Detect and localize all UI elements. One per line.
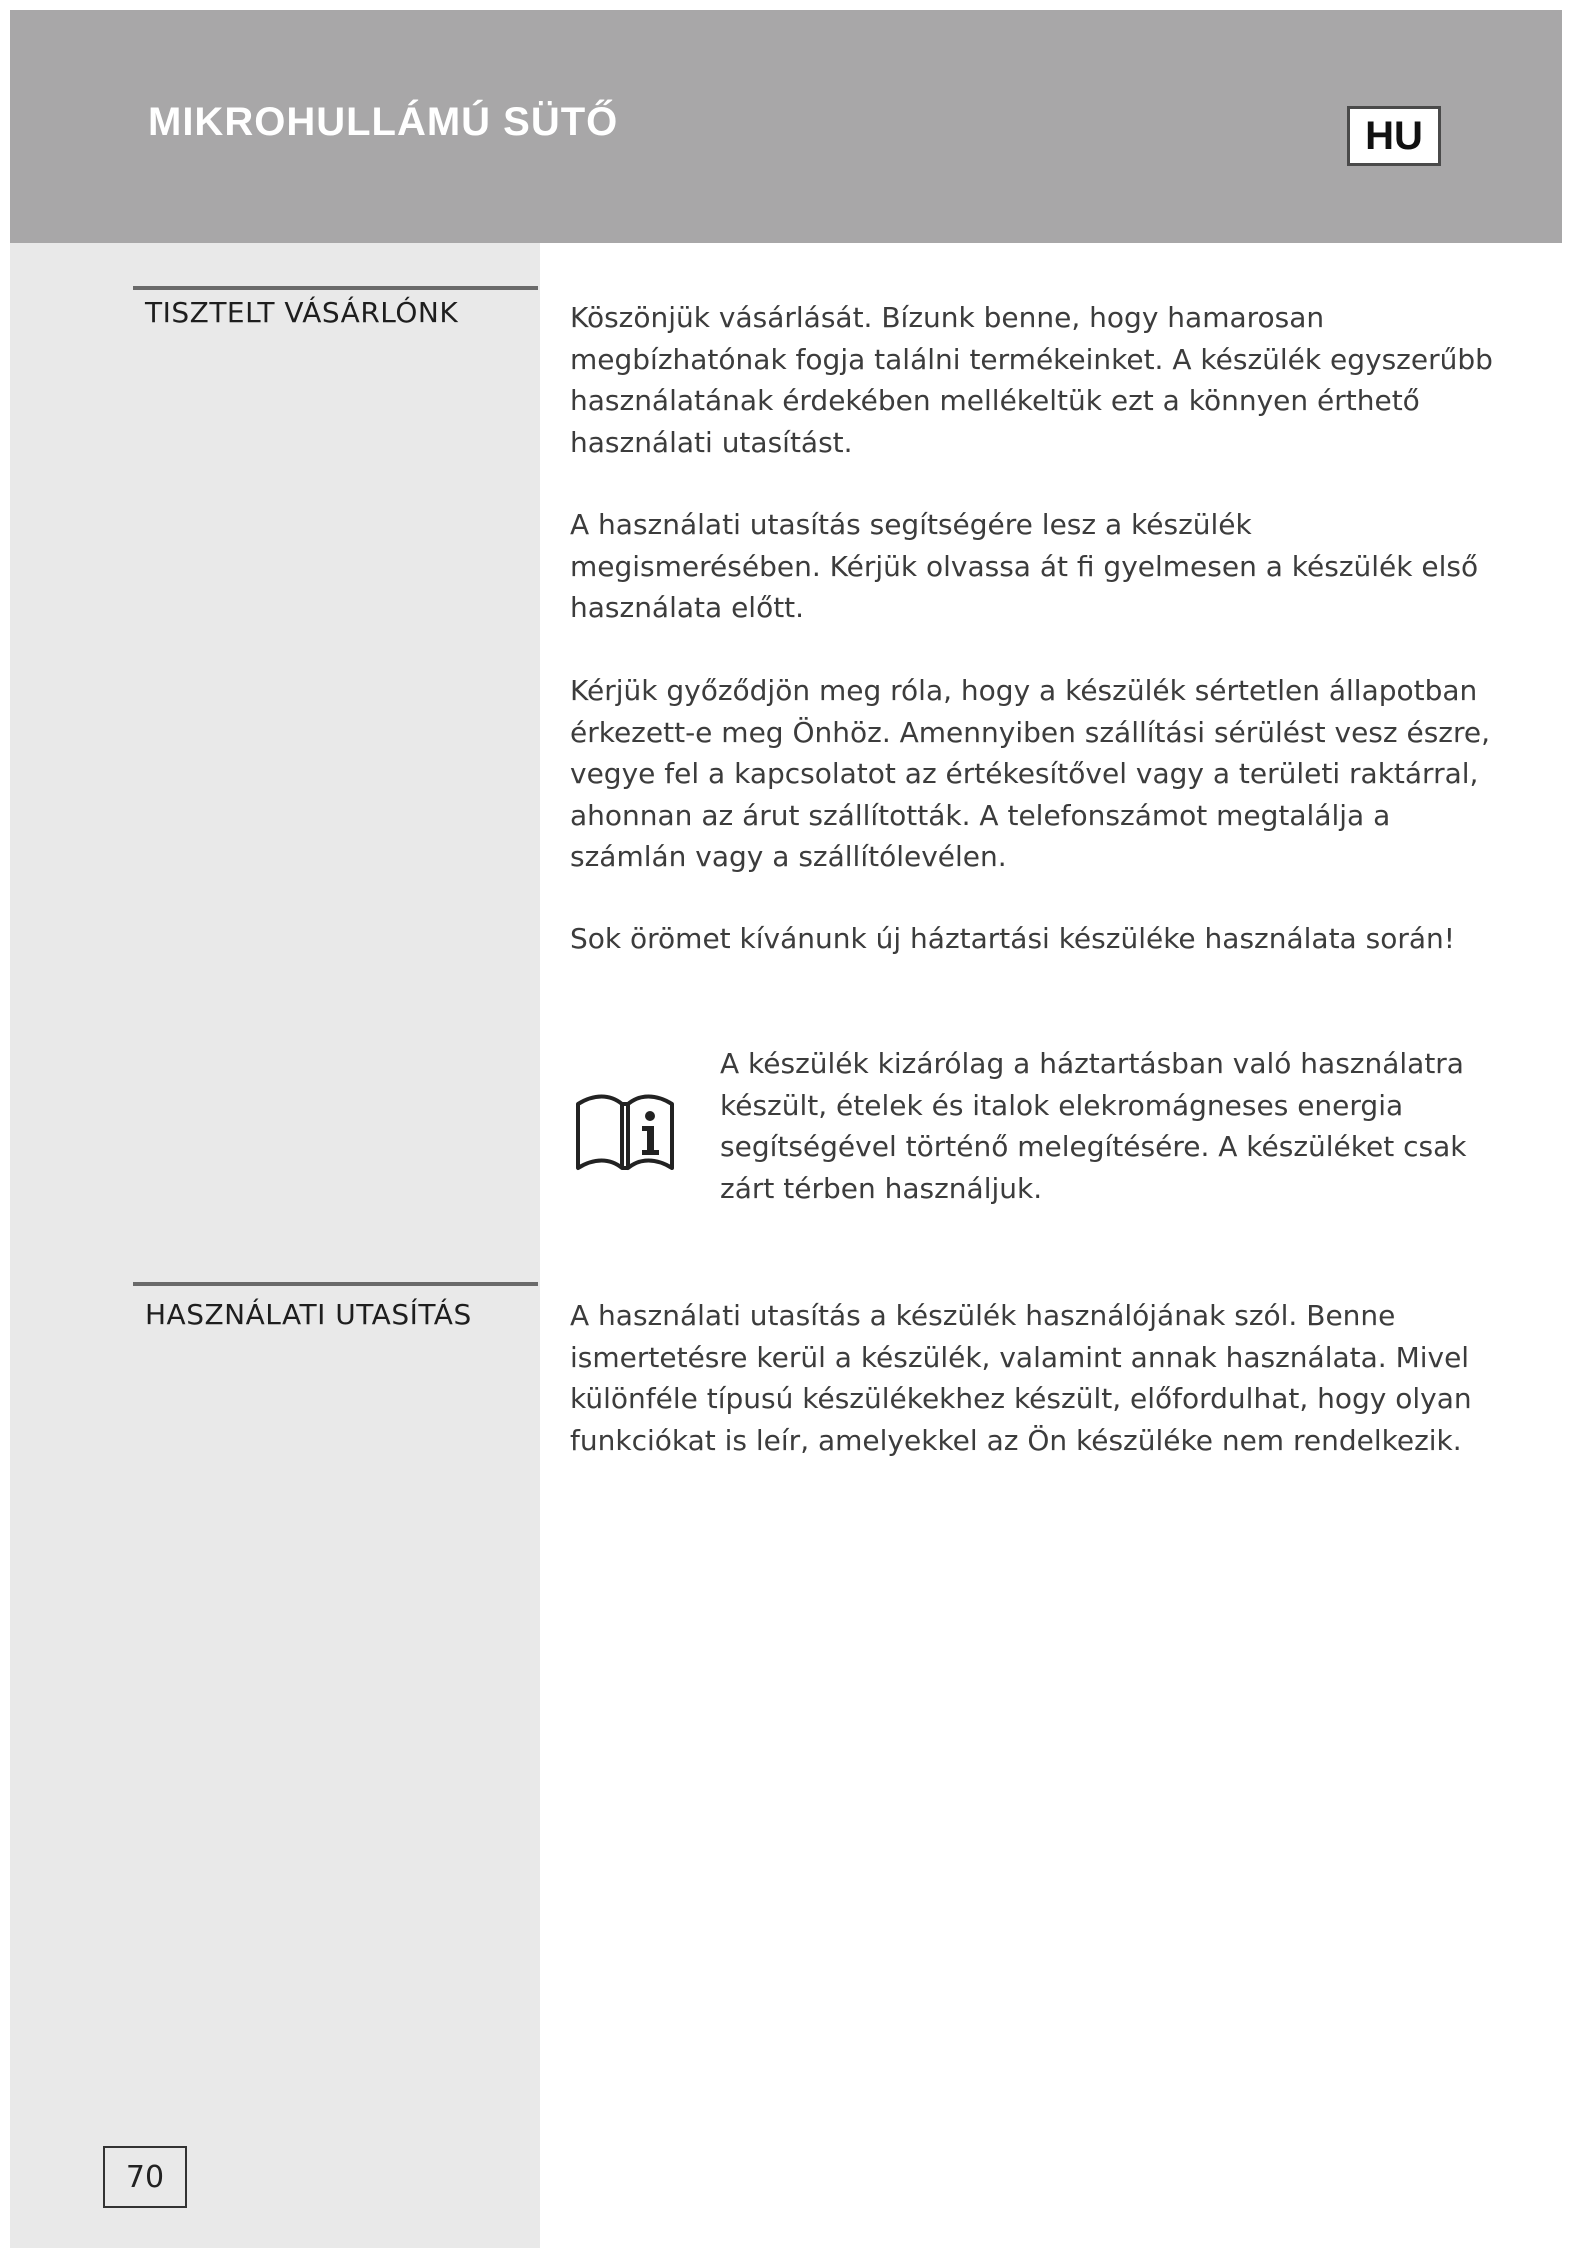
language-badge: HU <box>1347 106 1441 166</box>
section-heading-dear-customer: TISZTELT VÁSÁRLÓNK <box>145 296 459 329</box>
paragraph-manual-scope: A használati utasítás a készülék használójának szól. Benne ismertetésre kerül a készülék, valamint annak használata. Mivel különféle típusú készülékekhez készült, előfordulhat, hogy olyan funkciókat is leír, amelyekkel az Ön készüléke nem rendelkezik. <box>570 1299 1472 1457</box>
section-rule-user-manual <box>133 1282 538 1286</box>
paragraph-thanks: Köszönjük vásárlását. Bízunk benne, hogy hamarosan megbízhatónak fogja találni termékeinket. A készülék egyszerűbb használatának érdekében mellékeltük ezt a könnyen érthető használati utasítást. <box>570 301 1493 459</box>
paragraph-enjoy: Sok örömet kívánunk új háztartási készüléke használata során! <box>570 922 1455 955</box>
paragraph-manual-help: A használati utasítás segítségére lesz a készülék megismerésében. Kérjük olvassa át fi gyelmesen a készülék első használata előtt. <box>570 508 1479 624</box>
page-number: 70 <box>103 2146 187 2208</box>
note-intended-use: A készülék kizárólag a háztartásban való használatra készült, ételek és italok elekromágneses energia segítségével történő melegítésére. A készüléket csak zárt térben használjuk. <box>720 1047 1467 1205</box>
manual-info-icon <box>572 1090 678 1172</box>
section-rule-dear-customer <box>133 286 538 290</box>
paragraph-transport-damage: Kérjük győződjön meg róla, hogy a készülék sértetlen állapotban érkezett-e meg Önhöz. Amennyiben szállítási sérülést vesz észre, vegye fel a kapcsolatot az értékesítővel vagy a területi raktárral, ahonnan az árut szállították. A telefonszámot megtalálja a számlán vagy a szállítólevélen. <box>570 674 1491 873</box>
document-title: MIKROHULLÁMÚ SÜTŐ <box>148 100 619 144</box>
side-column <box>10 243 540 2248</box>
section-heading-user-manual: HASZNÁLATI UTASÍTÁS <box>145 1298 472 1331</box>
